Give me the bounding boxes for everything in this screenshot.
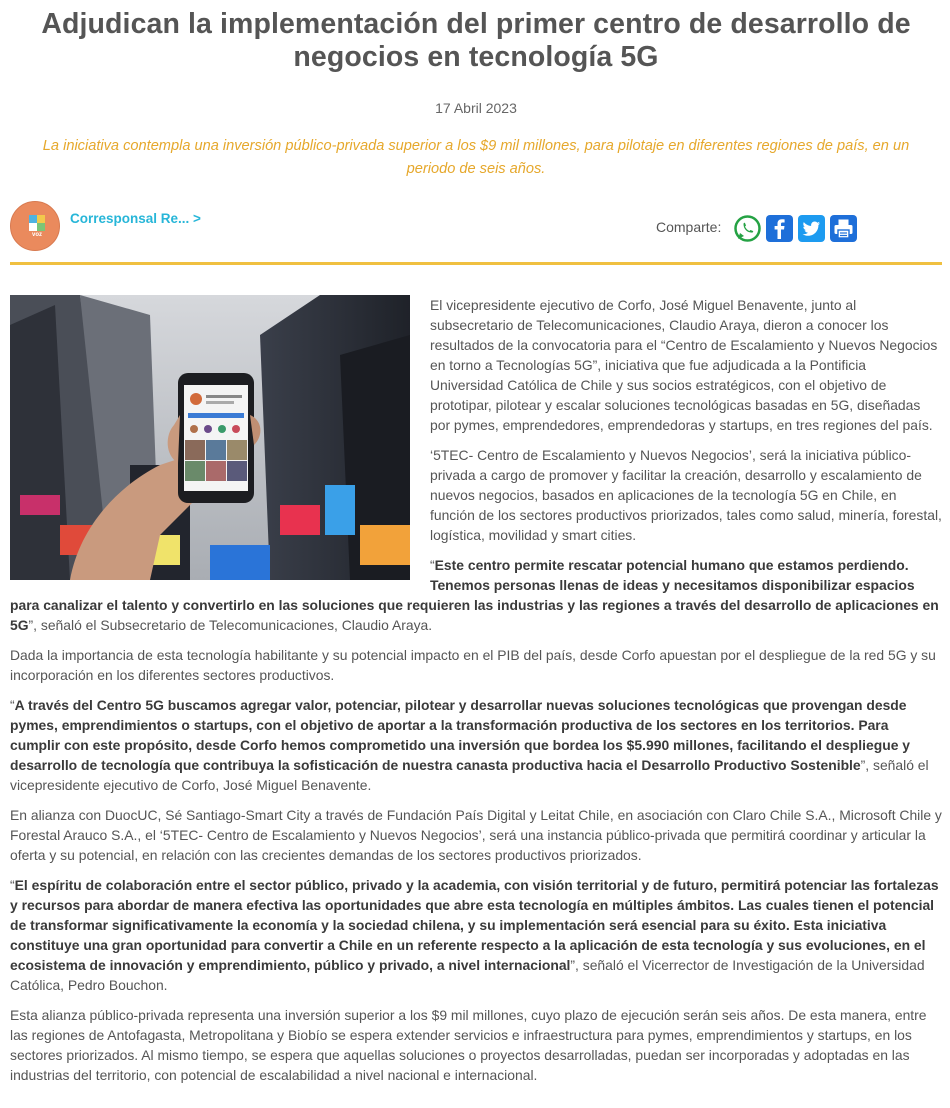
- quote-attribution: ”, señaló el Vicerrector de Investigación de la Universidad Católica, Pedro Bouchon.: [10, 957, 925, 993]
- paragraph-4: Dada la importancia de esta tecnología habilitante y su potencial impacto en el PIB del país, desde Corfo apuestan por el despliegue de la red 5G y su incorporación en los diferentes sectores productivos.: [10, 647, 936, 683]
- paragraph-1: El vicepresidente ejecutivo de Corfo, José Miguel Benavente, junto al subsecretario de Telecomunicaciones, Claudio Araya, dieron a conocer los resultados de la convocatoria para el “Centro de Escalamiento y Nuevos Negocios en torno a Tecnologías 5G”, iniciativa que fue adjudicada a la Pontificia Universidad Católica de Chile y sus socios estratégicos, con el objetivo de prototipar, pilotear y escalar soluciones tecnológicas basadas en 5G, diseñadas por pymes, emprendedores, emprendedoras y startups, en tres regiones del país.: [430, 297, 938, 433]
- author-avatar[interactable]: [10, 201, 60, 251]
- article-photo: [10, 295, 410, 580]
- paragraph-2: ‘5TEC- Centro de Escalamiento y Nuevos Negocios’, será la iniciativa público-privada a cargo de promover y facilitar la creación, desarrollo y escalamiento de nuevos negocios, basados en aplicaciones de la tecnología 5G en Chile, en función de los sectores productivos priorizados, tales como salud, minería, forestal, logística, movilidad y smart cities.: [430, 447, 942, 543]
- article-body: [10, 295, 942, 1085]
- avatar-logo-text: voz: [32, 232, 43, 238]
- paragraph-5: [10, 695, 942, 795]
- print-icon[interactable]: [830, 215, 857, 242]
- paragraph-7: [10, 875, 942, 995]
- quote-open: “: [10, 877, 15, 893]
- facebook-icon[interactable]: [766, 215, 793, 242]
- logo-square-green: [37, 223, 45, 231]
- logo-square-yellow: [37, 215, 45, 223]
- quote-attribution: ”, señaló el Subsecretario de Telecomunicaciones, Claudio Araya.: [28, 617, 433, 633]
- logo-square-white: [29, 223, 37, 231]
- whatsapp-icon[interactable]: [734, 215, 761, 242]
- logo-square-blue: [29, 215, 37, 223]
- quote-vicerrector: El espíritu de colaboración entre el sector público, privado y la academia, con visión territorial y de futuro, permitirá potenciar las fortalezas y recursos para abordar de manera efectiva las oportunidades que abre esta tecnología en múltiples ámbitos. Las cuales tienen el potencial de transformar significativamente la economía y la sociedad chilena, y su implementación será esencial para su éxito. Esta iniciativa constituye una gran oportunidad para convertir a Chile en un referente respecto a la aplicación de esta tecnología y sus evoluciones, en el ecosistema de innovación y emprendimiento, público y privado, a nivel internacional: [10, 877, 939, 973]
- paragraph-6: En alianza con DuocUC, Sé Santiago-Smart City a través de Fundación País Digital y Leitat Chile, en asociación con Claro Chile S.A., Microsoft Chile y Forestal Arauco S.A., el ‘5TEC- Centro de Escalamiento y Nuevos Negocios’, será una instancia público-privada que permitirá coordinar y articular la oferta y su potencial, en relación con las crecientes demandas de los sectores productivos priorizados.: [10, 807, 942, 863]
- twitter-icon[interactable]: [798, 215, 825, 242]
- share-label: Comparte:: [656, 219, 722, 235]
- publish-date: 17 Abril 2023: [435, 100, 517, 116]
- quote-open: “: [430, 557, 435, 573]
- article-lead: La iniciativa contempla una inversión público-privada superior a los $9 mil millones, para pilotaje en diferentes regiones de país, en un periodo de seis años.: [42, 138, 910, 177]
- article: [10, 0, 942, 1095]
- quote-attribution: ”, señaló el vicepresidente ejecutivo de Corfo, José Miguel Benavente.: [10, 757, 929, 793]
- quote-vicepresidente: A través del Centro 5G buscamos agregar valor, potenciar, pilotear y desarrollar nuevas soluciones tecnológicas que provengan desde pymes, emprendimientos o startups, con el objetivo de aportar a la transformación productiva de los sectores en los territorios. Para cumplir con este propósito, desde Corfo hemos comprometido una inversión que bordea los $5.990 millones, facilitando el despliegue y desarrollo de tecnología que contribuya la sofisticación de nuestra canasta productiva hacia el Desarrollo Productivo Sostenible: [10, 697, 911, 773]
- divider: [10, 262, 942, 265]
- author-link[interactable]: Corresponsal Re... >: [70, 211, 201, 226]
- share-buttons: [734, 215, 857, 242]
- paragraph-8: Esta alianza público-privada representa una inversión superior a los $9 mil millones, cuyo plazo de ejecución serán seis años. De esta manera, entre las regiones de Antofagasta, Metropolitana y Biobío se espera extender servicios e infraestructura para pymes, emprendimientos y startups, en los sectores priorizados. Al mismo tiempo, se espera que aquellas soluciones o proyectos desarrolladas, puedan ser incorporadas y adoptadas en las industrias del territorio, con potencial de escalabilidad a nivel nacional e internacional.: [10, 1007, 927, 1083]
- quote-open: “: [10, 697, 15, 713]
- quote-subsecretario: Este centro permite rescatar potencial humano que estamos perdiendo. Tenemos personas llenas de ideas y necesitamos disponibilizar espacios para canalizar el talento y convertirlo en las soluciones que requieren las industrias y las regiones a través del desarrollo de aplicaciones en 5G: [10, 557, 939, 633]
- byline: [10, 201, 942, 257]
- page-title: Adjudican la implementación del primer centro de desarrollo de negocios en tecnología 5G: [41, 8, 911, 73]
